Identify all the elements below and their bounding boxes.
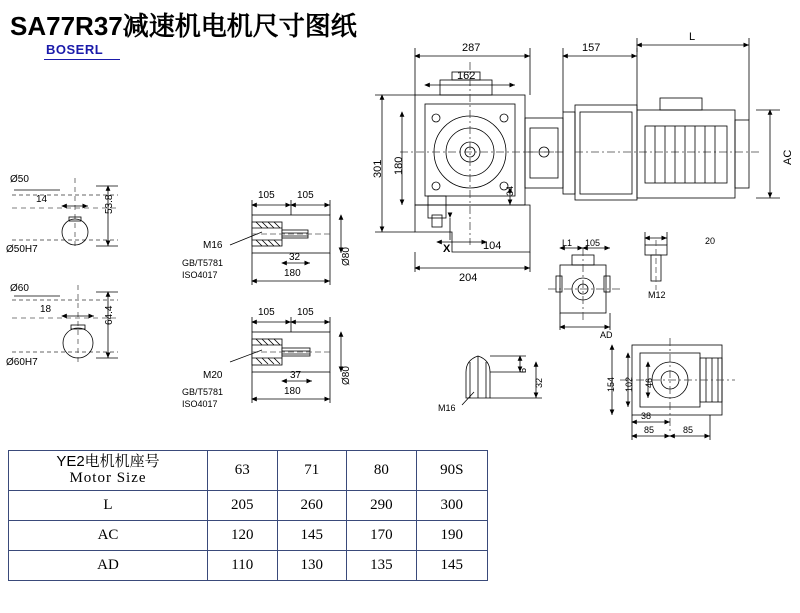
table-row <box>9 490 488 520</box>
label-hsv1-dim-180: 180 <box>284 268 301 279</box>
table-header-motor-size <box>9 451 208 491</box>
detail-m16-bolt <box>462 356 542 405</box>
table-row-label-l: L <box>9 490 208 520</box>
table-cell-l-63: 205 <box>208 490 278 520</box>
label-hsv1-dim-32: 32 <box>289 252 301 263</box>
label-shaft1-bore: Ø50H7 <box>6 244 38 255</box>
label-shaft2-key-width: 18 <box>40 304 52 315</box>
label-hsv2-standard1: GB/T5781 <box>182 387 224 397</box>
main-assembly-view <box>375 38 780 272</box>
label-shaft2-bore: Ø60H7 <box>6 357 38 368</box>
label-flange-46: 46 <box>644 377 654 388</box>
table-row-label-ad: AD <box>9 550 208 580</box>
table-col-80: 80 <box>347 451 417 491</box>
table-row-label-ac: AC <box>9 520 208 550</box>
label-flange-102: 102 <box>624 376 634 392</box>
label-flange-85b: 85 <box>683 425 694 435</box>
table-cell-l-71: 260 <box>277 490 347 520</box>
label-hsv2-dim-37: 37 <box>290 370 302 381</box>
table-cell-ad-90s: 145 <box>416 550 487 580</box>
label-main-104: 104 <box>483 240 502 252</box>
label-detail-105: 105 <box>585 238 601 248</box>
label-shaft1-key-width: 14 <box>36 194 48 205</box>
label-detail-20: 20 <box>705 236 716 246</box>
label-shaft1-height: 53.8 <box>104 194 115 214</box>
label-detail-L1: L1 <box>562 238 573 248</box>
table-cell-ad-71: 130 <box>277 550 347 580</box>
shaft-section-1 <box>12 178 118 250</box>
table-row <box>9 550 488 580</box>
table-cell-ac-80: 170 <box>347 520 417 550</box>
label-hsv1-standard2: ISO4017 <box>182 270 218 280</box>
label-hsv2-standard2: ISO4017 <box>182 399 218 409</box>
shaft-section-2 <box>12 285 118 362</box>
label-main-162: 162 <box>457 70 476 82</box>
label-bolt-32: 32 <box>534 377 544 388</box>
label-flange-85a: 85 <box>644 425 655 435</box>
label-hsv2-dim-right: 105 <box>297 307 314 318</box>
table-cell-ad-63: 110 <box>208 550 278 580</box>
label-hsv1-thread: M16 <box>203 240 223 251</box>
label-hsv1-dim-right: 105 <box>297 190 314 201</box>
label-main-L: L <box>689 31 696 43</box>
brand-logo: BOSERL <box>46 42 104 57</box>
label-flange-38: 38 <box>641 411 652 421</box>
table-header-cn: YE2电机机座号 <box>56 453 160 470</box>
label-shaft2-height: 64.4 <box>104 305 115 325</box>
label-main-X: X <box>443 243 451 255</box>
label-detail-AD: AD <box>600 330 613 340</box>
table-cell-ac-63: 120 <box>208 520 278 550</box>
label-hsv2-dia80: Ø80 <box>341 366 352 385</box>
table-cell-ac-90s: 190 <box>416 520 487 550</box>
label-hsv1-standard1: GB/T5781 <box>182 258 224 268</box>
label-main-34: 34 <box>505 185 515 196</box>
label-shaft2-diameter: Ø60 <box>10 283 29 294</box>
table-cell-l-90s: 300 <box>416 490 487 520</box>
detail-view-ad <box>548 248 620 330</box>
label-main-301: 301 <box>372 159 384 178</box>
label-hsv1-dim-left: 105 <box>258 190 275 201</box>
table-col-63: 63 <box>208 451 278 491</box>
label-main-180: 180 <box>393 156 405 175</box>
spec-table <box>8 450 488 581</box>
label-hsv2-thread: M20 <box>203 370 223 381</box>
logo-underline <box>44 59 120 60</box>
table-row <box>9 520 488 550</box>
page-title: SA77R37减速机电机尺寸图纸 <box>10 11 357 41</box>
label-main-157: 157 <box>582 42 601 54</box>
table-cell-l-80: 290 <box>347 490 417 520</box>
label-hsv2-dim-left: 105 <box>258 307 275 318</box>
label-main-287: 287 <box>462 42 481 54</box>
detail-m12-bolt <box>645 232 667 290</box>
label-shaft1-diameter: Ø50 <box>10 174 29 185</box>
table-header-en: Motor Size <box>69 470 147 487</box>
label-hsv1-dia80: Ø80 <box>341 247 352 266</box>
table-cell-ad-80: 135 <box>347 550 417 580</box>
label-bolt-M16: M16 <box>438 403 456 413</box>
label-detail-M12: M12 <box>648 290 666 300</box>
label-bolt-6: 6 <box>518 367 528 373</box>
table-cell-ac-71: 145 <box>277 520 347 550</box>
label-hsv2-dim-180: 180 <box>284 386 301 397</box>
label-flange-154: 154 <box>606 376 616 392</box>
label-main-AC: AC <box>782 149 794 165</box>
label-main-204: 204 <box>459 272 478 284</box>
table-col-71: 71 <box>277 451 347 491</box>
table-col-90s: 90S <box>416 451 487 491</box>
